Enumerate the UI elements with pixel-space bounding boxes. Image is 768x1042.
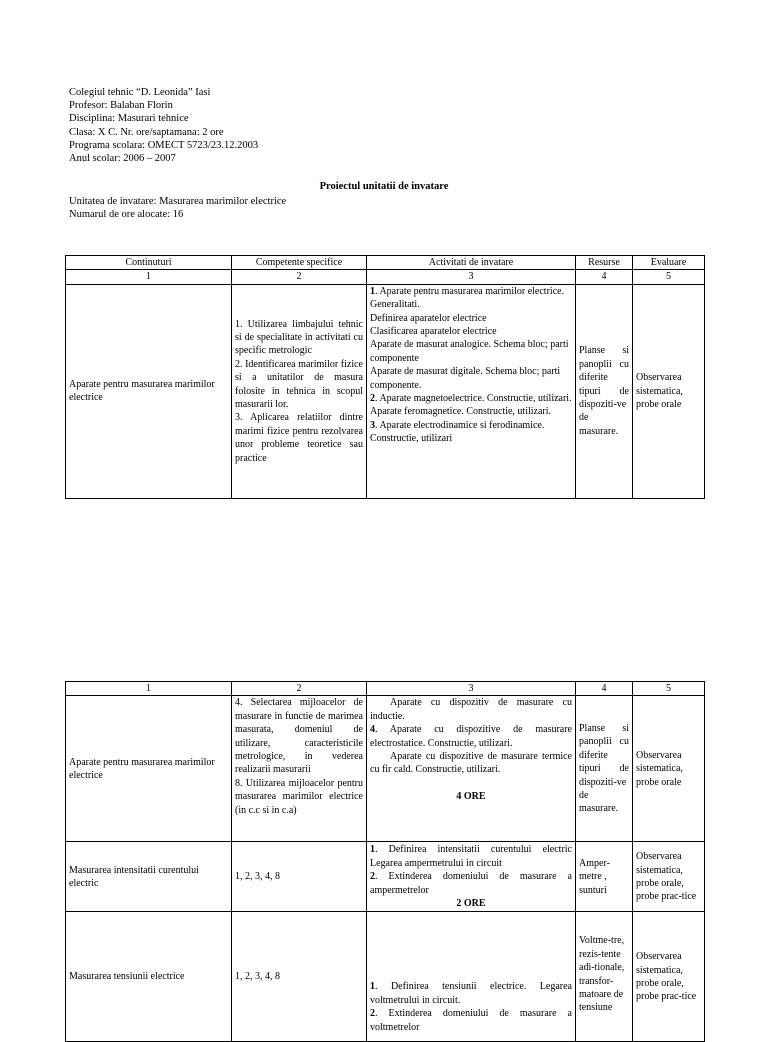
document-title: Proiectul unitatii de invatare (319, 181, 449, 192)
activity-number: 1 (370, 285, 375, 297)
activity-item (370, 419, 572, 446)
activity-number: 4 (370, 724, 375, 736)
col-number: 5 (633, 270, 705, 284)
col-header-content: Continuturi (66, 256, 232, 270)
col-header-resources: Resurse (576, 256, 633, 270)
col-number: 2 (232, 270, 367, 284)
row-activities (367, 912, 576, 1042)
row-resources: Planse si panoplii cu diferite tipuri de dispoziti-ve de masurare. (576, 284, 633, 498)
activity-item (370, 723, 572, 750)
row-evaluation: Observarea sistematica, probe orale (633, 284, 705, 498)
activity-item (370, 843, 572, 870)
row-competences: 1, 2, 3, 4, 8 (232, 912, 367, 1042)
activity-item (370, 405, 572, 418)
hours-label: 4 ORE (456, 790, 486, 802)
activities-list (370, 285, 572, 446)
activity-number: 1 (370, 844, 375, 856)
activity-item (370, 312, 572, 325)
activity-text: . Aparate electrodinamice si ferodinamice. Constructie, utilizari (370, 419, 545, 445)
unit-plan-table-1 (65, 255, 705, 499)
col-number: 4 (576, 270, 633, 284)
activity-text: Clasificarea aparatelor electrice (370, 326, 497, 338)
row-evaluation: Observarea sistematica, probe orale (633, 696, 705, 842)
activity-item (370, 980, 572, 1007)
col-number: 1 (66, 270, 232, 284)
activity-text: Aparate feromagnetice. Constructie, utilizari. (370, 406, 552, 418)
activity-item (370, 325, 572, 338)
document-header (69, 86, 258, 165)
activity-item (370, 870, 572, 897)
activity-item (370, 1007, 572, 1034)
row-content: Aparate pentru masurarea marimilor electrice (66, 284, 232, 498)
header-program: Programa scolara: OMECT 5723/23.12.2003 (69, 139, 259, 151)
col-number: 3 (367, 682, 576, 696)
unit-name: Unitatea de invatare: Masurarea marimilor electrice (69, 196, 287, 207)
activity-item (370, 338, 572, 365)
activity-number: 2 (370, 871, 375, 883)
header-discipline: Disciplina: Masurari tehnice (69, 113, 189, 125)
col-number: 5 (633, 682, 705, 696)
row-competences: 1. Utilizarea limbajului tehnic si de specialitate in activitati cu specific metrologic 2. Identificarea marimilor fizice si a unitatilor de masura folosite in tehnica in scopul masurarii lor. 3. Aplicarea relatiilor dintre marimi fizice pentru rezolvarea unor probleme teoretice sau practice (232, 284, 367, 498)
activity-text: Aparate de masurat digitale. Schema bloc; parti componente. (370, 366, 561, 391)
unit-plan-table-2 (65, 681, 705, 1042)
activity-item (370, 285, 572, 312)
row-evaluation: Observarea sistematica, probe orale, probe prac-tice (633, 842, 705, 912)
header-school: Colegiul tehnic “D. Leonida” Iasi (69, 87, 211, 98)
col-number: 3 (367, 270, 576, 284)
activity-text: Aparate de masurat analogice. Schema bloc; parti componente (370, 339, 569, 364)
col-number: 1 (66, 682, 232, 696)
table-row (66, 912, 705, 1042)
row-competences: 4. Selectarea mijloacelor de masurare in functie de marimea masurata, domeniul de utilizare, caracteristicile metrologice, in vederea realizarii masurarii 8. Utilizarea mijloacelor pentru masurarea marimilor electrice (in c.c si in c.a) (232, 696, 367, 842)
activity-number: 1 (370, 981, 375, 993)
unit-hours: Numarul de ore alocate: 16 (69, 209, 184, 221)
col-number: 4 (576, 682, 633, 696)
table-row (66, 696, 705, 842)
col-header-activities: Activitati de invatare (367, 256, 576, 270)
row-competences: 1, 2, 3, 4, 8 (232, 842, 367, 912)
col-number: 2 (232, 682, 367, 696)
activity-item: Aparate cu dispozitiv de masurare cu inductie. (370, 697, 572, 722)
activity-text: . Extinderea domeniului de masurare a voltmetrelor (370, 1008, 572, 1033)
row-activities (367, 284, 576, 498)
header-class: Clasa: X C. Nr. ore/saptamana: 2 ore (69, 126, 224, 138)
header-school-year: Anul scolar: 2006 – 2007 (69, 153, 176, 165)
row-activities (367, 842, 576, 912)
row-content: Masurarea intensitatii curentului electric (66, 842, 232, 912)
unit-info (69, 195, 286, 222)
activity-number: 2 (370, 393, 375, 405)
table-row (66, 284, 705, 498)
col-header-evaluation: Evaluare (633, 256, 705, 270)
activity-text: Definirea aparatelor electrice (370, 312, 487, 324)
row-content: Aparate pentru masurarea marimilor electrice (66, 696, 232, 842)
table-row (66, 842, 705, 912)
activity-text: . Definirea tensiunii electrice. Legarea voltmetrului in circuit. (370, 981, 572, 1006)
row-activities (367, 696, 576, 842)
activity-item (370, 392, 572, 405)
row-resources: Amper-metre , sunturi (576, 842, 633, 912)
table-number-row (66, 682, 705, 696)
table-header-row (66, 256, 705, 270)
activity-text: . Aparate pentru masurarea marimilor electrice. Generalitati. (370, 285, 565, 311)
activity-item: Aparate cu dispozitive de masurare termice cu fir cald. Constructie, utilizari. (370, 751, 572, 776)
row-content: Masurarea tensiunii electrice (66, 912, 232, 1042)
activity-text: . Aparate magnetoelectrice. Constructie, utilizari. (375, 393, 572, 405)
table-number-row (66, 270, 705, 284)
activity-number: 2 (370, 1008, 375, 1020)
hours-label: 2 ORE (456, 898, 486, 910)
activity-number: 3 (370, 419, 375, 431)
activity-item (370, 365, 572, 392)
header-teacher: Profesor: Balaban Florin (69, 100, 173, 112)
col-header-competences: Competente specifice (232, 256, 367, 270)
activity-text: . Extinderea domeniului de masurare a ampermetrelor (370, 871, 572, 896)
activity-text: . Definirea intensitatii curentului electric Legarea ampermetrului in circuit (370, 844, 572, 869)
row-resources: Planse si panoplii cu diferite tipuri de dispoziti-ve de masurare. (576, 696, 633, 842)
row-resources: Voltme-tre, rezis-tente adi-tionale, transfor-matoare de tensiune (576, 912, 633, 1042)
activity-text: . Aparate cu dispozitive de masurare electrostatice. Constructie, utilizari. (370, 724, 572, 749)
row-evaluation: Observarea sistematica, probe orale, probe prac-tice (633, 912, 705, 1042)
